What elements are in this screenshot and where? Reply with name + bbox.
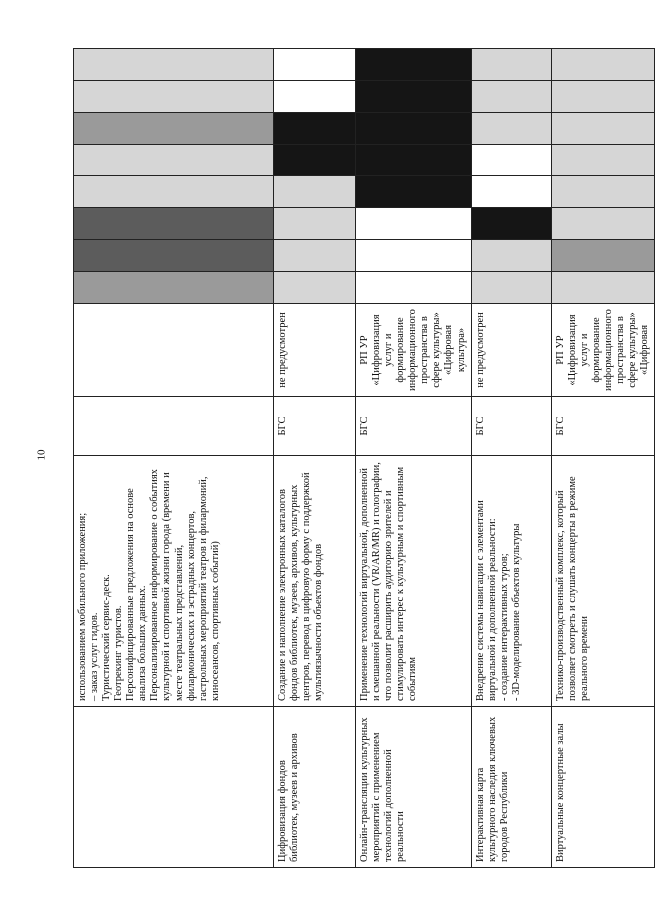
program-reference: РП УР «Цифровизация услуг и формирование информационного пространства в сфере культуры» «Цифровая культура»: [356, 304, 472, 397]
timeline-cell: [471, 112, 551, 144]
timeline-cell: [551, 80, 655, 112]
description-line: Геотрекинг туристов.: [113, 605, 125, 701]
timeline-cell: [356, 208, 472, 240]
timeline-cell: [356, 49, 472, 81]
description-line: Применение технологий виртуальной, дополненной и смешанной реальности (VR/AR/MR) и голографии, что позволит расширить аудиторию зрителей и стимулировать интерес к культурным и спортивным событиям: [359, 462, 419, 701]
timeline-cell: [274, 112, 356, 144]
funding-source: БГС: [551, 397, 655, 456]
description-line: Внедрение системы навигации с элементами виртуальной и дополненной реальности:: [474, 500, 498, 701]
timeline-cell: [274, 240, 356, 272]
description-line: - 3D-моделирование объектов культуры: [510, 523, 522, 701]
table-row: [356, 49, 472, 868]
timeline-cell: [74, 240, 274, 272]
timeline-cell: [471, 272, 551, 304]
timeline-cell: [356, 112, 472, 144]
description-line: использованием мобильного приложения;: [77, 512, 88, 701]
timeline-cell: [356, 176, 472, 208]
timeline-cell: [551, 240, 655, 272]
timeline-cell: [274, 208, 356, 240]
project-name: Интерактивная карта культурного наследия ключевых городов Республики: [471, 707, 551, 868]
project-name: Онлайн-трансляции культурных мероприятий с применением технологий дополненной реальности: [356, 707, 472, 868]
timeline-cell: [471, 176, 551, 208]
timeline-cell: [74, 208, 274, 240]
timeline-cell: [551, 272, 655, 304]
funding-source: БГС: [274, 397, 356, 456]
description-line: Туристический сервис-деск.: [101, 574, 113, 701]
project-description: [74, 456, 274, 707]
funding-source: БГС: [471, 397, 551, 456]
timeline-cell: [74, 272, 274, 304]
description-line: Персонализированное информирование о событиях культурной и спортивной жизни города (времени и месте театральных представлений, филармонических и эстрадных концертов, гастрольных мероприятий театров и филармоний, киносеансов, спортивных событий): [149, 469, 221, 701]
table-row: [74, 49, 274, 868]
project-table: [73, 48, 655, 868]
table-row: [551, 49, 655, 868]
timeline-cell: [551, 112, 655, 144]
project-name: Цифровизация фондов библиотек, музеев и архивов: [274, 707, 356, 868]
timeline-cell: [356, 272, 472, 304]
timeline-cell: [274, 49, 356, 81]
timeline-cell: [274, 144, 356, 176]
table-rotator: [73, 48, 650, 868]
timeline-cell: [356, 80, 472, 112]
page-number: 10: [35, 449, 48, 461]
timeline-cell: [356, 240, 472, 272]
table-body: [74, 49, 655, 868]
timeline-cell: [74, 112, 274, 144]
description-line: Технико-производственный комплекс, который позволяет смотреть и слушать концерты в режиме реального времени: [554, 476, 590, 701]
project-description: [274, 456, 356, 707]
project-name: Виртуальные концертные залы: [551, 707, 655, 868]
funding-source: БГС: [356, 397, 472, 456]
timeline-cell: [274, 80, 356, 112]
project-name: [74, 707, 274, 868]
timeline-cell: [471, 240, 551, 272]
table-row: [274, 49, 356, 868]
description-line: Персонифицированные предложения на основе анализа больших данных.: [125, 488, 149, 701]
description-line: - создание интерактивных туров;: [498, 553, 510, 701]
timeline-cell: [356, 144, 472, 176]
program-reference: РП УР «Цифровизация услуг и формирование информационного пространства в сфере культуры» «Цифровая: [551, 304, 655, 397]
project-description: [551, 456, 655, 707]
timeline-cell: [274, 176, 356, 208]
timeline-cell: [471, 208, 551, 240]
project-description: [356, 456, 472, 707]
description-line: – заказ услуг гидов.: [89, 612, 101, 701]
timeline-cell: [471, 49, 551, 81]
program-reference: [74, 304, 274, 397]
timeline-cell: [551, 49, 655, 81]
timeline-cell: [471, 144, 551, 176]
rotated-page-content: [73, 48, 650, 868]
timeline-cell: [551, 208, 655, 240]
project-description: [471, 456, 551, 707]
timeline-cell: [74, 176, 274, 208]
timeline-cell: [74, 49, 274, 81]
timeline-cell: [551, 144, 655, 176]
table-row: [471, 49, 551, 868]
timeline-cell: [74, 80, 274, 112]
timeline-cell: [551, 176, 655, 208]
timeline-cell: [74, 144, 274, 176]
program-reference: не предусмотрен: [471, 304, 551, 397]
timeline-cell: [471, 80, 551, 112]
description-line: Создание и наполнение электронных каталогов фондов библиотек, музеев, архивов, культурных центров, перевод в цифровую форму с поддержкой мультиязычности объектов фондов: [277, 472, 325, 701]
timeline-cell: [274, 272, 356, 304]
funding-source: [74, 397, 274, 456]
program-reference: не предусмотрен: [274, 304, 356, 397]
